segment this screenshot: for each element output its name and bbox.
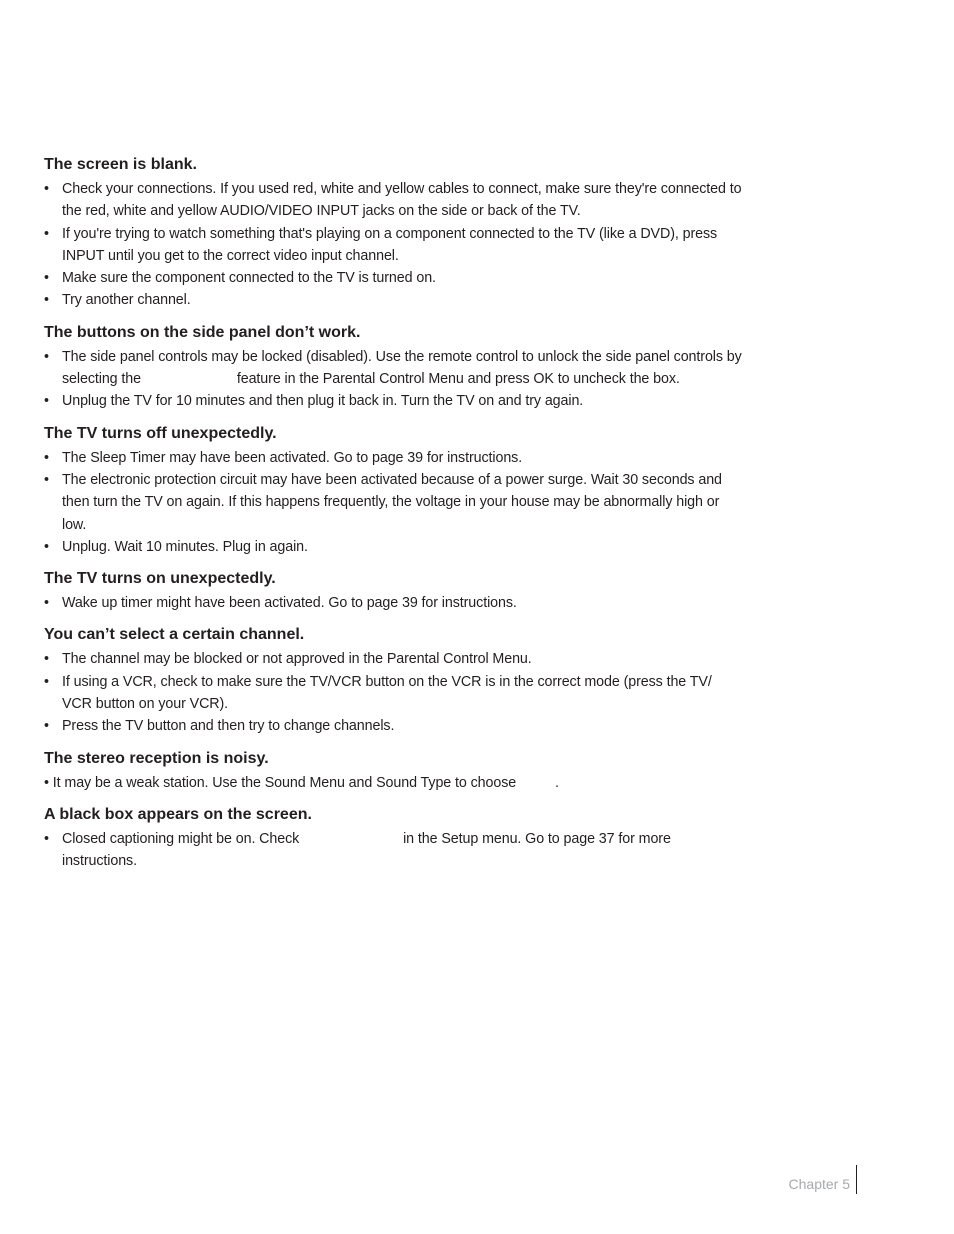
section-heading: The TV turns on unexpectedly. [44,570,276,588]
troubleshooting-content [44,154,744,883]
bullet-list [44,346,744,413]
list-item-text: in the Setup menu. Go to page 37 for more instructions. [62,830,671,870]
chapter-label: Chapter 5 [788,1176,850,1192]
list-item [44,828,744,873]
section-black-box [44,804,744,873]
list-item-text: feature in the Parental Control Menu and press OK to uncheck the box. [236,371,680,388]
bullet-list [44,648,744,737]
list-item: • Unplug. Wait 10 minutes. Plug in again. [44,536,744,558]
bullet-list [44,772,744,794]
list-item: • Press the TV button and then try to change channels. [44,715,744,737]
list-item: • The electronic protection circuit may have been activated because of a power surge. Wait 30 seconds and then turn the TV on again. If this happens frequently, the voltage in your house may be abnormally high or low. [44,469,744,536]
section-heading: You can’t select a certain channel. [44,626,305,644]
bullet-list [44,592,744,614]
list-item-text: The side panel controls may be locked (disabled). Use the remote control to unlock the side panel controls by selecting the [62,348,742,388]
section-heading: The TV turns off unexpectedly. [44,424,277,442]
list-item-text: . [555,774,559,791]
list-item-text: • It may be a weak station. Use the Sound Menu and Sound Type to choose [44,774,517,791]
list-item: • Wake up timer might have been activated. Go to page 39 for instructions. [44,592,744,614]
list-item: • If using a VCR, check to make sure the TV/VCR button on the VCR is in the correct mode (press the TV/ VCR button on your VCR). [44,671,744,716]
section-turns-off [44,423,744,558]
section-select-channel [44,624,744,737]
list-item: • The Sleep Timer may have been activated. Go to page 39 for instructions. [44,447,744,469]
section-heading: A black box appears on the screen. [44,805,312,823]
section-heading: The stereo reception is noisy. [44,749,269,767]
section-screen-blank [44,154,744,312]
list-item: • If you're trying to watch something that's playing on a component connected to the TV (like a DVD), press INPUT until you get to the correct video input channel. [44,223,744,268]
list-item: • Try another channel. [44,289,744,311]
bullet-list [44,828,744,873]
section-side-panel-buttons [44,322,744,413]
bullet-list [44,447,744,558]
footer-divider [856,1165,857,1194]
section-stereo-noisy [44,748,744,794]
section-heading: The buttons on the side panel don’t work. [44,323,361,341]
list-item: • Check your connections. If you used red, white and yellow cables to connect, make sure they're connected to the red, white and yellow AUDIO/VIDEO INPUT jacks on the side or back of the TV. [44,178,744,223]
list-item-text: Closed captioning might be on. Check [62,830,300,847]
section-heading: The screen is blank. [44,156,197,173]
list-item: • The channel may be blocked or not approved in the Parental Control Menu. [44,648,744,670]
list-item [44,346,744,391]
bullet-list [44,178,744,312]
list-item [44,772,744,794]
section-turns-on [44,568,744,614]
list-item: • Make sure the component connected to the TV is turned on. [44,267,744,289]
list-item: • Unplug the TV for 10 minutes and then plug it back in. Turn the TV on and try again. [44,390,744,412]
